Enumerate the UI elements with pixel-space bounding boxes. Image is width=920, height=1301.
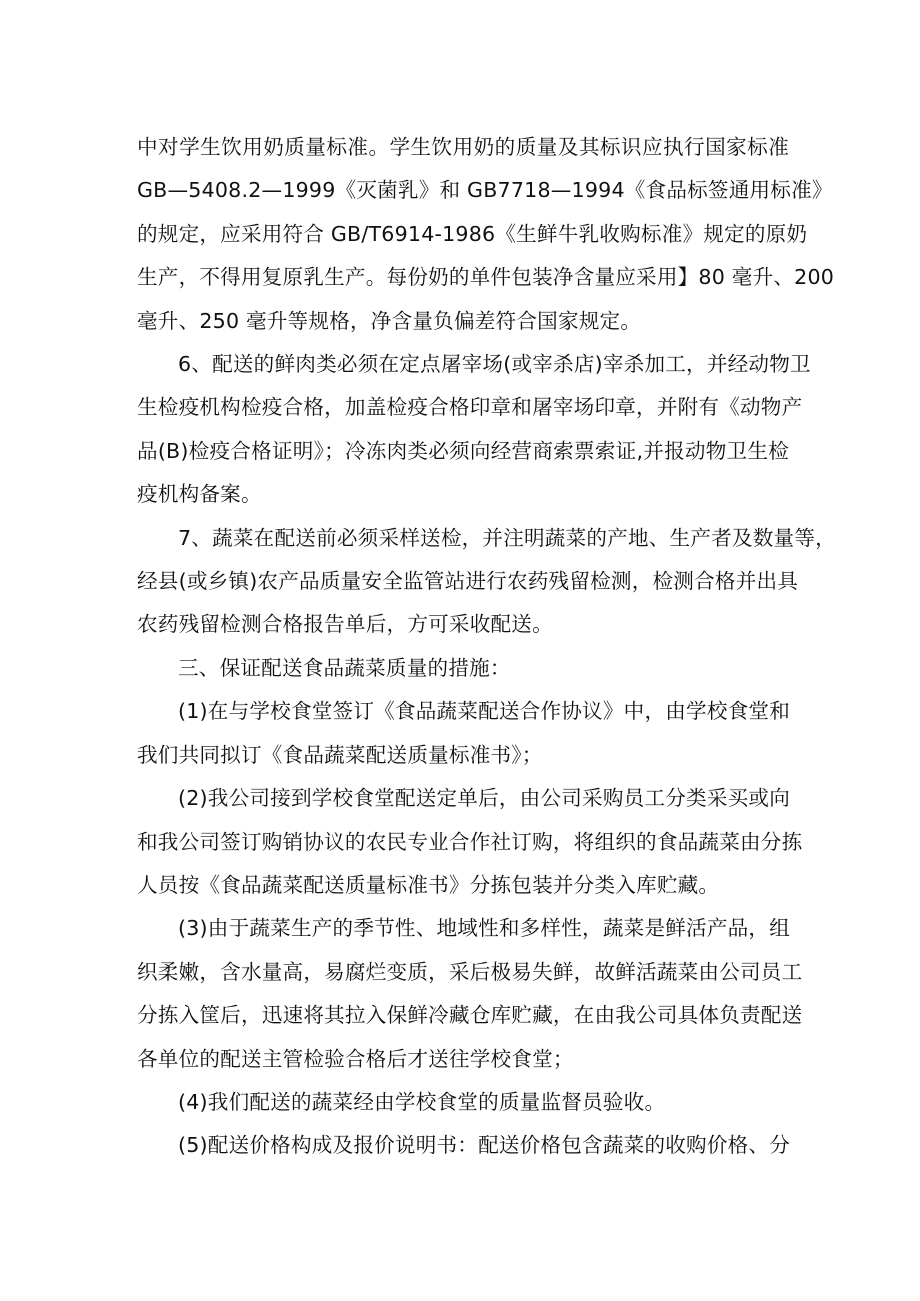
text-line: (5)配送价格构成及报价说明书：配送价格包含蔬菜的收购价格、分 — [178, 1133, 790, 1158]
text-line: 我们共同拟订《食品蔬菜配送质量标准书》； — [137, 742, 543, 767]
text-line: 织柔嫩，含水量高，易腐烂变质，采后极易失鲜，故鲜活蔬菜由公司员工 — [137, 959, 803, 984]
text-line: 和我公司签订购销协议的农民专业合作社订购，将组织的食品蔬菜由分拣 — [137, 829, 803, 854]
text-line: (3)由于蔬菜生产的季节性、地域性和多样性，蔬菜是鲜活产品，组 — [178, 916, 790, 941]
text-line: 6、配送的鲜肉类必须在定点屠宰场(或宰杀店)宰杀加工，并经动物卫 — [178, 352, 811, 377]
text-line: 农药残留检测合格报告单后，方可采收配送。 — [137, 612, 553, 637]
text-line: 品(B)检疫合格证明》；冷冻肉类必须向经营商索票索证,并报动物卫生检 — [137, 438, 789, 463]
paragraph-measure-5 — [137, 1124, 789, 1167]
text-line: 毫升、250 毫升等规格，净含量负偏差符合国家规定。 — [137, 308, 642, 333]
paragraph-measure-4 — [137, 1081, 789, 1124]
section-heading: 三、保证配送食品蔬菜质量的措施： — [178, 655, 511, 680]
text-line: 人员按《食品蔬菜配送质量标准书》分拣包装并分类入库贮藏。 — [137, 872, 720, 897]
section-heading-3 — [137, 647, 789, 690]
text-line: 生产，不得用复原乳生产。每份奶的单件包装净含量应采用】80 毫升、200 — [137, 265, 835, 290]
paragraph-milk-standard — [137, 126, 835, 343]
paragraph-measure-2 — [137, 777, 803, 907]
text-line: GB—5408.2—1999《灭菌乳》和 GB7718—1994《食品标签通用标准》 — [137, 178, 833, 203]
paragraph-measure-1 — [137, 690, 789, 777]
text-line: 生检疫机构检疫合格，加盖检疫合格印章和屠宰场印章，并附有《动物产 — [137, 395, 803, 420]
text-line: 疫机构备案。 — [137, 482, 262, 507]
text-line: 分拣入筐后，迅速将其拉入保鲜冷藏仓库贮藏，在由我公司具体负责配送 — [137, 1003, 803, 1028]
text-line: 中对学生饮用奶质量标准。学生饮用奶的质量及其标识应执行国家标准 — [137, 135, 789, 159]
text-line: 7、蔬菜在配送前必须采样送检，并注明蔬菜的产地、生产者及数量等， — [178, 525, 836, 550]
paragraph-measure-3 — [137, 907, 803, 1081]
document-body — [137, 126, 836, 1168]
text-line: 经县(或乡镇)农产品质量安全监管站进行农药残留检测，检测合格并出具 — [137, 569, 799, 594]
text-line: 的规定，应采用符合 GB/T6914-1986《生鲜牛乳收购标准》规定的原奶 — [137, 221, 808, 246]
text-line: 各单位的配送主管检验合格后才送往学校食堂； — [137, 1046, 574, 1071]
text-line: (4)我们配送的蔬菜经由学校食堂的质量监督员验收。 — [178, 1089, 666, 1114]
paragraph-item-7-vegetables — [137, 517, 836, 647]
paragraph-item-6-meat — [137, 343, 811, 517]
text-line: (2)我公司接到学校食堂配送定单后，由公司采购员工分类采买或向 — [178, 786, 790, 811]
text-line: (1)在与学校食堂签订《食品蔬菜配送合作协议》中，由学校食堂和 — [178, 699, 790, 724]
